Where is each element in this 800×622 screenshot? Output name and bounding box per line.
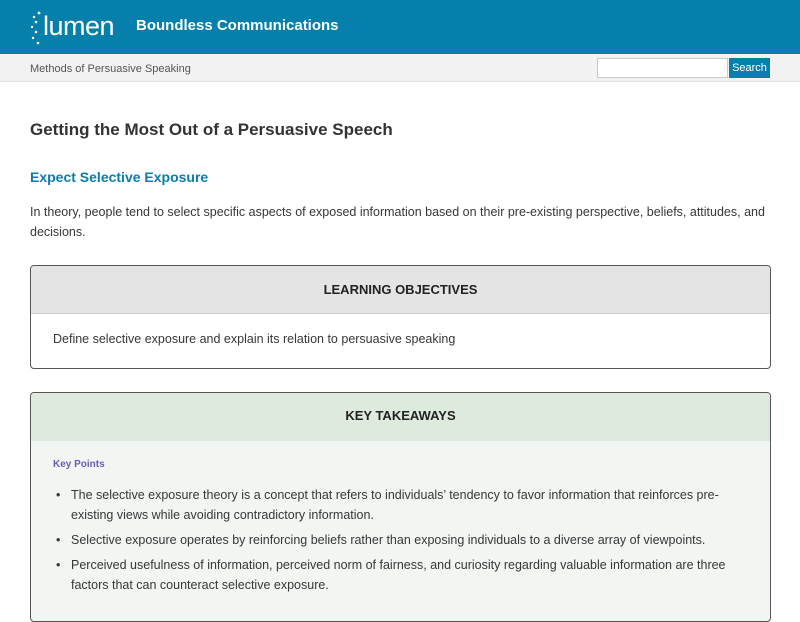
learning-objectives-box: [30, 265, 771, 369]
search-input[interactable]: [597, 58, 728, 78]
key-takeaways-box: [30, 392, 771, 622]
key-points-label: Key Points: [53, 459, 105, 470]
top-header-bar: [0, 0, 800, 54]
lumen-logo[interactable]: [30, 10, 115, 46]
key-points-list: [71, 485, 731, 600]
logo-dots-icon: [30, 10, 42, 46]
list-item: • Perceived usefulness of information, perceived norm of fairness, and curiosity regarding valuable information are three factors that can counteract selective exposure.: [71, 555, 731, 595]
list-item: • The selective exposure theory is a concept that refers to individuals’ tendency to favor information that reinforces pre-existing views while avoiding contradictory information.: [71, 485, 731, 525]
logo-text: lumen: [43, 11, 115, 41]
search-button[interactable]: Search: [729, 58, 770, 78]
list-item: • Selective exposure operates by reinforcing beliefs rather than exposing individuals to a diverse array of viewpoints.: [71, 530, 731, 550]
learning-objectives-text: Define selective exposure and explain its relation to persuasive speaking: [53, 332, 456, 346]
page-title: Getting the Most Out of a Persuasive Speech: [30, 120, 393, 139]
section-title: Expect Selective Exposure: [30, 169, 209, 185]
breadcrumb[interactable]: Methods of Persuasive Speaking: [30, 63, 191, 75]
intro-paragraph: In theory, people tend to select specific aspects of exposed information based on their pre-existing perspective, beliefs, attitudes, and decisions.: [30, 205, 765, 239]
learning-objectives-heading: LEARNING OBJECTIVES: [31, 266, 770, 314]
key-takeaways-heading: KEY TAKEAWAYS: [31, 393, 770, 441]
breadcrumb-bar: [0, 54, 800, 82]
course-title[interactable]: Boundless Communications: [136, 17, 339, 34]
